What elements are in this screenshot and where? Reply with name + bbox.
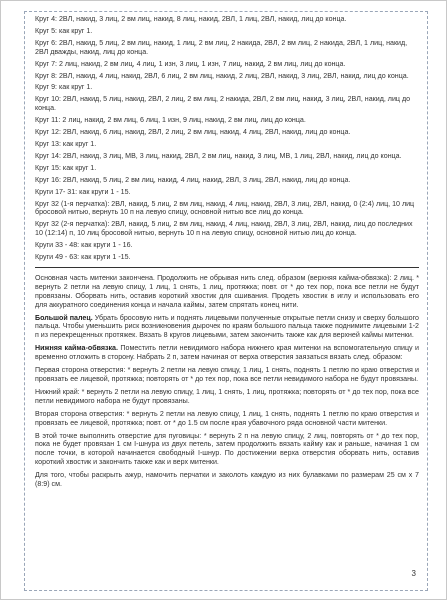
round-line: Круг 4: 2ВЛ, накид, 3 лиц, 2 вм лиц, накид, 8 лиц, накид, 2ВЛ, 1 лиц, 2ВЛ, накид, лиц до конца.	[35, 15, 347, 23]
round-line: Круг 6: 2ВЛ, накид, 5 лиц, 2 вм лиц, накид, 1 лиц, 2 вм лиц, 2 накида, 2ВЛ, 2 вм лиц, 2 накида, 2ВЛ, 1 лиц, накид, 2ВЛ дважды, накид, лиц до конца.	[35, 38, 408, 56]
rounds-list	[35, 15, 419, 262]
page-number: 3	[411, 569, 416, 578]
section-divider	[35, 267, 419, 268]
round-line: Круг 32 (1-я перчатка): 2ВЛ, накид, 5 лиц, 2 вм лиц, накид, 4 лиц, накид, 2ВЛ, 3 лиц, 2ВЛ, накид, 0 (2:4) лиц, 10 лиц бросовой нитью, вернуть 10 п на левую спицу, основной нитью все лиц до конца.	[35, 199, 415, 217]
round-line: Круги 49 - 63: как круги 1 -15.	[35, 253, 131, 262]
round-line: Круг 8: 2ВЛ, накид, 4 лиц, накид, 2ВЛ, 6 лиц, 2 вм лиц, накид, 2 лиц, 2ВЛ, накид, 3 лиц, 2ВЛ, накид, лиц до конца.	[35, 71, 409, 80]
round-line: Круг 12: 2ВЛ, накид, 6 лиц, накид, 2ВЛ, 2 лиц, 2 вм лиц, накид, 4 лиц, 2ВЛ, накид, лиц до конца.	[35, 128, 351, 137]
round-line: Круг 13: как круг 1.	[35, 139, 97, 148]
instruction-paragraph	[35, 432, 419, 468]
round-line: Круги 33 - 48: как круги 1 - 16.	[35, 241, 133, 250]
round-line: Круг 11: 2 лиц, накид, 2 вм лиц, 6 лиц, 1 изн, 9 лиц, накид, 2 вм лиц, лиц до конца.	[35, 116, 306, 125]
round-line: Круг 15: как круг 1.	[35, 163, 97, 172]
round-line: Круг 10: 2ВЛ, накид, 5 лиц, накид, 2ВЛ, 2 лиц, 2 вм лиц, 2 накида, 2ВЛ, 2 вм лиц, накид, 3 лиц, 2ВЛ, накид, лиц до конца.	[35, 95, 411, 113]
instructions-body	[35, 274, 419, 489]
paragraph-text: В этой точке выполнить отверстие для пуговицы: * вернуть 2 п на левую спицу, 2 лиц, повторять от * до тех пор, пока не будет провязан 1 см I-шнура из двух петель, затем продолжить вязать кайму как и раньше, начиная 1 см после точки, в которой начинается свободный I-шнур. По достижении верха отверстия оборвать нить, оставив короткий хвостик и закончить также как и верх митенки.	[35, 431, 419, 467]
instruction-paragraph	[35, 314, 419, 341]
round-line: Круг 14: 2ВЛ, накид, 3 лиц, МВ, 3 лиц, накид, 2ВЛ, 2 вм лиц, накид, 3 лиц, МВ, 1 лиц, 2ВЛ, накид, лиц до конца.	[35, 151, 402, 160]
paragraph-text: Вторая сторона отверстия: * вернуть 2 петли на левую спицу, 1 лиц, 1 снять, поднять 1 петлю по краю отверстия и провязать ее лицевой, протяжка; повт. от * до 1.5 см после края убавочного ряда основной части митенки.	[35, 409, 419, 427]
round-line: Круг 16: 2ВЛ, накид, 5 лиц, 2 вм лиц, накид, 4 лиц, накид, 2ВЛ, 3 лиц, 2ВЛ, накид, лиц до конца.	[35, 175, 351, 184]
page-content	[35, 15, 419, 493]
round-line: Круг 5: как круг 1.	[35, 26, 93, 35]
paragraph-heading: Нижняя кайма-обвязка.	[35, 344, 118, 353]
instruction-paragraph	[35, 344, 419, 362]
round-line: Круг 9: как круг 1.	[35, 83, 93, 92]
instruction-paragraph	[35, 274, 419, 310]
paragraph-text: Первая сторона отверстия: * вернуть 2 петли на левую спицу, 1 лиц, 1 снять, поднять 1 петлю по краю отверстия и провязать ее лицевой, протяжка; повторять от * до тех пор, пока все петли невидимого набора не будут провязаны.	[35, 366, 419, 383]
paragraph-heading: Большой палец.	[35, 313, 93, 322]
paragraph-text: Для того, чтобы раскрыть ажур, намочить перчатки и заколоть каждую из них булавками по размерам 25 см х 7 (8:9) см.	[35, 471, 419, 489]
paragraph-text: Основная часть митенки закончена. Продолжить не обрывая нить след. образом (верхняя кайма-обвязка): 2 лиц. * вернуть 2 петли на левую спицу, 1 лиц, 1 снять, 1 лиц, протяжка; повт. от * до тех пор, пока все петли не будут провязаны. Оборвать нить, оставив короткий хвостик для сшивания. Продеть хвостик в иглу и использовать его для аккуратного соединения конца и начала каймы, затем спрятать конец нити.	[35, 273, 419, 309]
round-line: Круги 17- 31: как круги 1 - 15.	[35, 187, 131, 196]
round-line: Круг 32 (2-я перчатка): 2ВЛ, накид, 5 лиц, 2 вм лиц, накид, 4 лиц, накид, 2ВЛ, 3 лиц, 2ВЛ, накид, лиц до последних 10 (12:14) п, 10 лиц бросовой нитью, вернуть 10 п на левую спицу, основной нитью лиц до конца.	[35, 220, 413, 238]
paragraph-text: Убрать бросовую нить и поднять лицевыми полученные открытые петли снизу и сверху большого пальца. Чтобы уменьшить риск возникновения дырочек по краям большого пальца также поднимите лицевыми 1-2 п из перекрещенных протяжек. Вязать 8 кругов лицевыми, затем закончить также как для верхней каймы митенки.	[35, 313, 419, 340]
instruction-paragraph	[35, 471, 419, 489]
paragraph-text: Нижний край: * вернуть 2 петли на левую спицу, 1 лиц, 1 снять, 1 лиц, протяжка; повторять от * до тех пор, пока все петли невидимого набора не будут провязаны.	[35, 387, 419, 405]
instruction-paragraph	[35, 410, 419, 428]
round-line: Круг 7: 2 лиц, накид, 2 вм лиц, 4 лиц, 1 изн, 3 лиц, 1 изн, 7 лиц, накид, 2 вм лиц, лиц до конца.	[35, 59, 346, 68]
paragraph-text: Поместить петли невидимого набора нижнего края митенки на вспомогательную спицу и временно отложить в сторону. Набрать 2 п, затем начиная от верха отверстия заязаться вязать след. образом:	[35, 344, 419, 362]
instruction-paragraph	[35, 388, 419, 406]
instruction-paragraph	[35, 366, 419, 384]
